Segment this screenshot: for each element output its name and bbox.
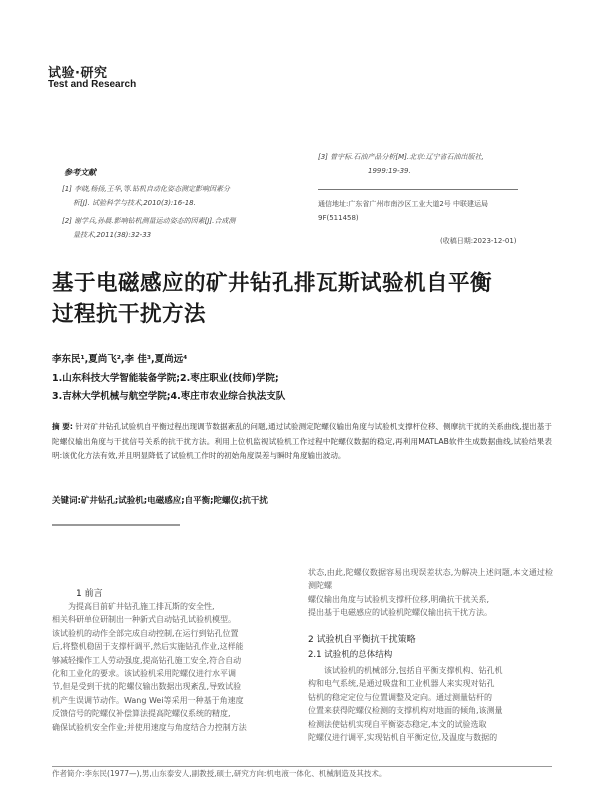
contact-divider bbox=[318, 189, 518, 190]
keywords-list: 矿井钻孔;试验机;电磁感应;自平衡;陀螺仪;抗干扰 bbox=[80, 496, 268, 506]
body-line: 状态,由此,陀螺仪数据容易出现误差状态,为解决上述问题,本文通过检测陀螺 bbox=[308, 568, 553, 591]
section-2-1-heading: 2.1 试验机的总体结构 bbox=[308, 650, 393, 660]
body-line: 钻机的稳定定位与位置调整及定向。通过测量钻杆的 bbox=[308, 692, 492, 702]
footnote-divider bbox=[52, 766, 552, 767]
section-divider bbox=[52, 524, 180, 526]
body-line: 够减轻操作工人劳动强度,提高钻孔施工安全,符合自动 bbox=[52, 655, 242, 665]
body-line: 提出基于电磁感应的试验机陀螺仪输出抗干扰方法。 bbox=[308, 608, 492, 618]
contact-line: 9F(511458) bbox=[318, 214, 359, 222]
affiliation-line: 1.山东科技大学智能装备学院;2.枣庄职业(技师)学院; bbox=[52, 373, 279, 384]
reference-line: 析[J]. 试验科学与技术,2010(3):16-18. bbox=[73, 199, 196, 207]
body-line: 检测法使钻机实现自平衡姿态稳定,本文的试验选取 bbox=[308, 719, 487, 729]
title-line: 基于电磁感应的矿井钻孔排瓦斯试验机自平衡 bbox=[52, 271, 493, 296]
references-heading: 参考文献 bbox=[64, 168, 96, 177]
authors: 李东民¹,夏尚飞²,李 佳³,夏尚远⁴ bbox=[52, 354, 188, 365]
reference-line: 量技术,2011(38):32-33 bbox=[73, 231, 152, 239]
abstract-text: 针对矿井钻孔试验机自平衡过程出现调节数据紊乱的问题,通过试验测定陀螺仪输出角度与试验机支撑杆位移、侧摩抗干扰的关系曲线,提出基于陀螺仪输出角度与干扰信号关系的抗干扰方法。利用上位机监视试验机工作过程中陀螺仪数据的稳定,再利用MATLAB软件生成数据曲线,试验结果表明:该优化方法有效,并且明显降低了试验机工作时的初始角度误差与瞬时角度输出波动。 bbox=[52, 422, 552, 460]
keywords bbox=[52, 494, 268, 506]
author-footnote: 作者简介:李东民(1977—),男,山东泰安人,副教授,硕士,研究方向:机电液一体化、机械制造及其技术。 bbox=[52, 769, 387, 778]
body-line: 机产生误调节动作。Wang Wei等采用一种基于角速度 bbox=[52, 695, 244, 705]
body-line: 节,但是受到干扰的陀螺仪输出数据出现紊乱,导致试验 bbox=[52, 682, 242, 692]
intro-body bbox=[52, 600, 297, 734]
body-line: 该试验机的机械部分,包括自平衡支撑机构、钻孔机 bbox=[324, 666, 503, 675]
body-line: 位置来获得陀螺仪检测的支撑机构对地面的倾角,该测量 bbox=[308, 706, 503, 716]
reference-item bbox=[62, 182, 302, 210]
body-line: 构和电气系统,是通过吸盘和工业机器人来实现对钻孔 bbox=[308, 679, 495, 689]
keywords-label: 关键词: bbox=[52, 496, 81, 506]
body-line: 后,将整机稳固于支撑杆调平,然后实施钻孔作业,这样能 bbox=[52, 642, 244, 652]
title-line: 过程抗干扰方法 bbox=[52, 302, 207, 327]
reference-line: [1] 李晓,杨扬,王华,等.钻机自动化姿态测定影响因素分 bbox=[62, 185, 231, 193]
article-title bbox=[52, 268, 562, 330]
contact-line: 通信地址:广东省广州市南沙区工业大道2号 中联建运局 bbox=[318, 200, 489, 208]
body-line: 反馈信号的陀螺仪补偿算法提高陀螺仪系统的精度, bbox=[52, 709, 231, 719]
body-line: 该试验机的动作全部完成自动控制,在运行到钻孔位置 bbox=[52, 628, 239, 638]
section-2-heading: 2 试验机自平衡抗干扰策略 bbox=[308, 635, 416, 645]
reference-line: [3] 曾宇标.石油产品分析[M].北京:辽宁省石油出版社, bbox=[318, 153, 484, 161]
affiliation-line: 3.吉林大学机械与航空学院;4.枣庄市农业综合执法支队 bbox=[52, 391, 286, 402]
right-top-body bbox=[308, 566, 553, 620]
contact-address bbox=[318, 197, 568, 225]
reference-line: [2] 谢学兵,孙晨.影响钻机测量运动姿态的因素[J].合成测 bbox=[62, 217, 236, 225]
section-label-cn: 试验·研究 bbox=[48, 66, 108, 81]
body-line: 陀螺仪进行调平,实现钻机自平衡定位,及温度与数据的 bbox=[308, 733, 498, 743]
body-line: 相关科研单位研制出一种新式自动钻孔试验机模型。 bbox=[52, 615, 236, 625]
reference-line: 1999:19-39. bbox=[368, 167, 411, 175]
body-line: 确保试验机安全作业;并使用速度与角度结合力控制方法 bbox=[52, 722, 247, 732]
abstract bbox=[52, 420, 552, 464]
section-2-1-body bbox=[308, 664, 553, 744]
reference-item bbox=[62, 214, 302, 242]
received-date: (收稿日期:2023-12-01) bbox=[440, 237, 517, 245]
abstract-label: 摘 要: bbox=[52, 422, 73, 431]
section-label-en: Test and Research bbox=[48, 79, 137, 90]
intro-heading: 1 前言 bbox=[76, 589, 103, 599]
body-line: 化和工业化的要求。该试验机采用陀螺仪进行水平调 bbox=[52, 669, 236, 679]
reference-item bbox=[318, 150, 568, 178]
body-line: 螺仪输出角度与试验机支撑杆位移,明确抗干扰关系, bbox=[308, 594, 490, 604]
body-line: 为提高目前矿井钻孔施工排瓦斯的安全性, bbox=[68, 602, 215, 611]
